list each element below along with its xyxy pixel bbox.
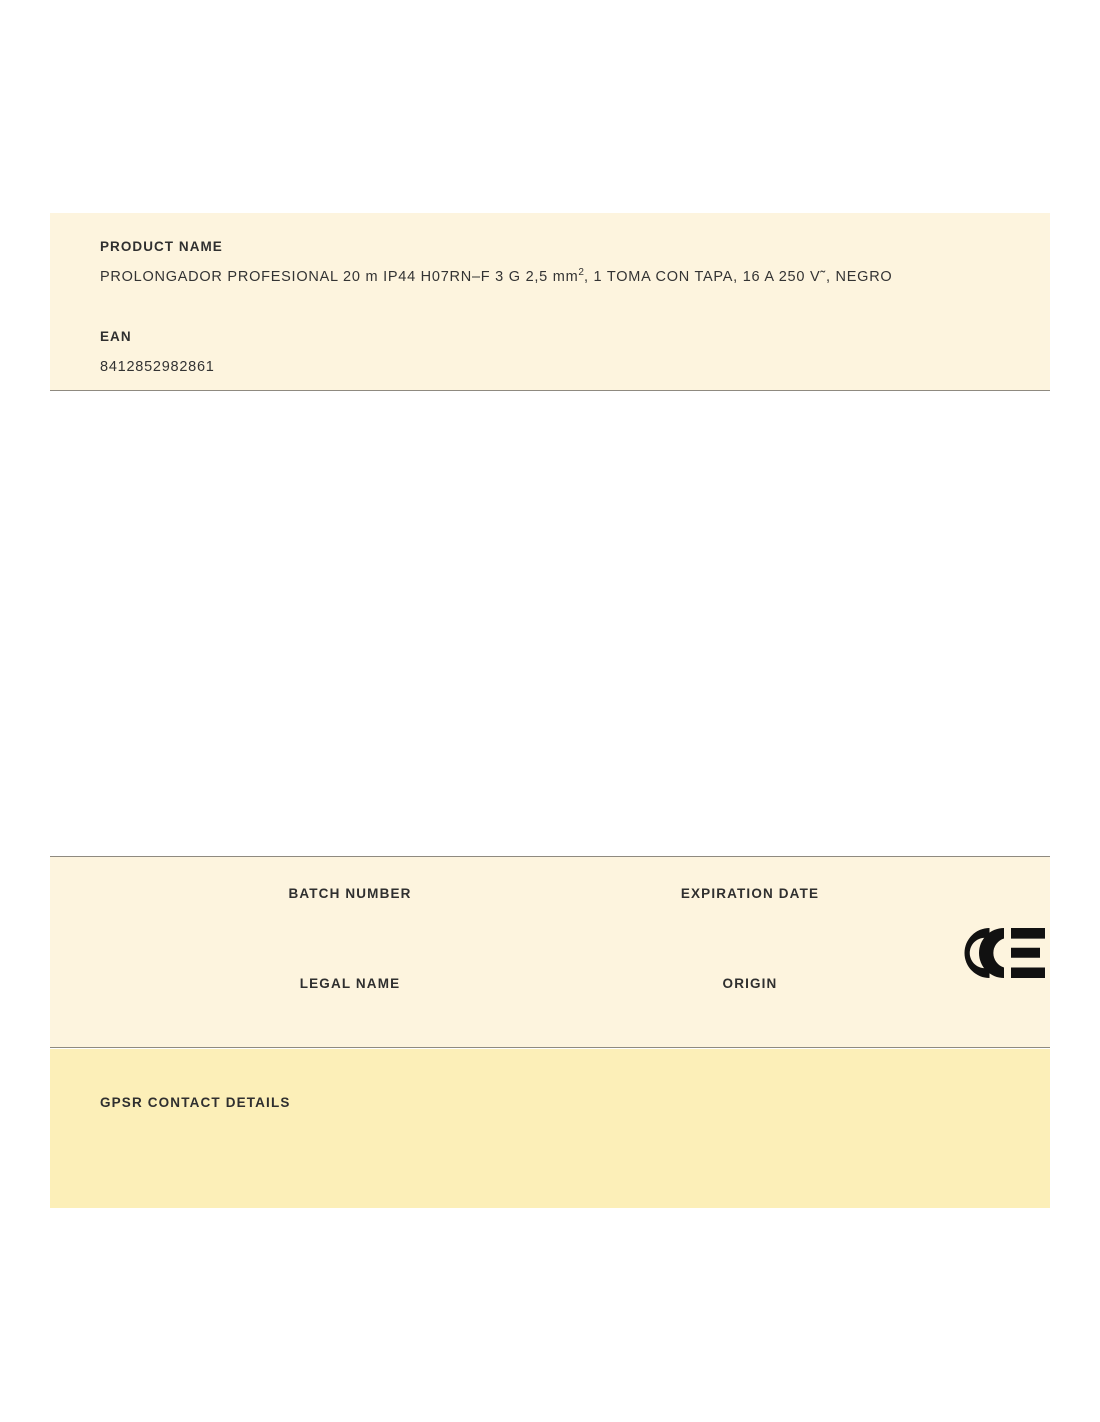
ean-label: EAN bbox=[100, 329, 132, 344]
expiration-date-label: EXPIRATION DATE bbox=[680, 886, 820, 901]
product-identification-section bbox=[50, 213, 1050, 391]
traceability-section bbox=[50, 856, 1050, 1048]
section-divider-top bbox=[50, 856, 1050, 857]
gpsr-contact-section bbox=[50, 1049, 1050, 1208]
ce-mark-icon bbox=[948, 922, 1048, 984]
batch-number-label: BATCH NUMBER bbox=[288, 886, 412, 901]
product-name-value-superscript: 2 bbox=[578, 267, 584, 278]
legal-name-label: LEGAL NAME bbox=[299, 976, 401, 991]
product-name-value-text: PROLONGADOR PROFESIONAL 20 m IP44 H07RN–F 3 G 2,5 mm bbox=[100, 268, 579, 285]
ean-value: 8412852982861 bbox=[100, 359, 215, 375]
origin-label: ORIGIN bbox=[722, 976, 778, 991]
product-name-value-text-tail: , 1 TOMA CON TAPA, 16 A 250 V˜, NEGRO bbox=[583, 268, 893, 285]
product-name-label: PRODUCT NAME bbox=[100, 239, 223, 254]
section-divider bbox=[50, 390, 1050, 391]
gpsr-contact-details-label: GPSR CONTACT DETAILS bbox=[100, 1095, 291, 1110]
section-divider-bottom bbox=[50, 1047, 1050, 1048]
product-name-value bbox=[100, 267, 892, 285]
